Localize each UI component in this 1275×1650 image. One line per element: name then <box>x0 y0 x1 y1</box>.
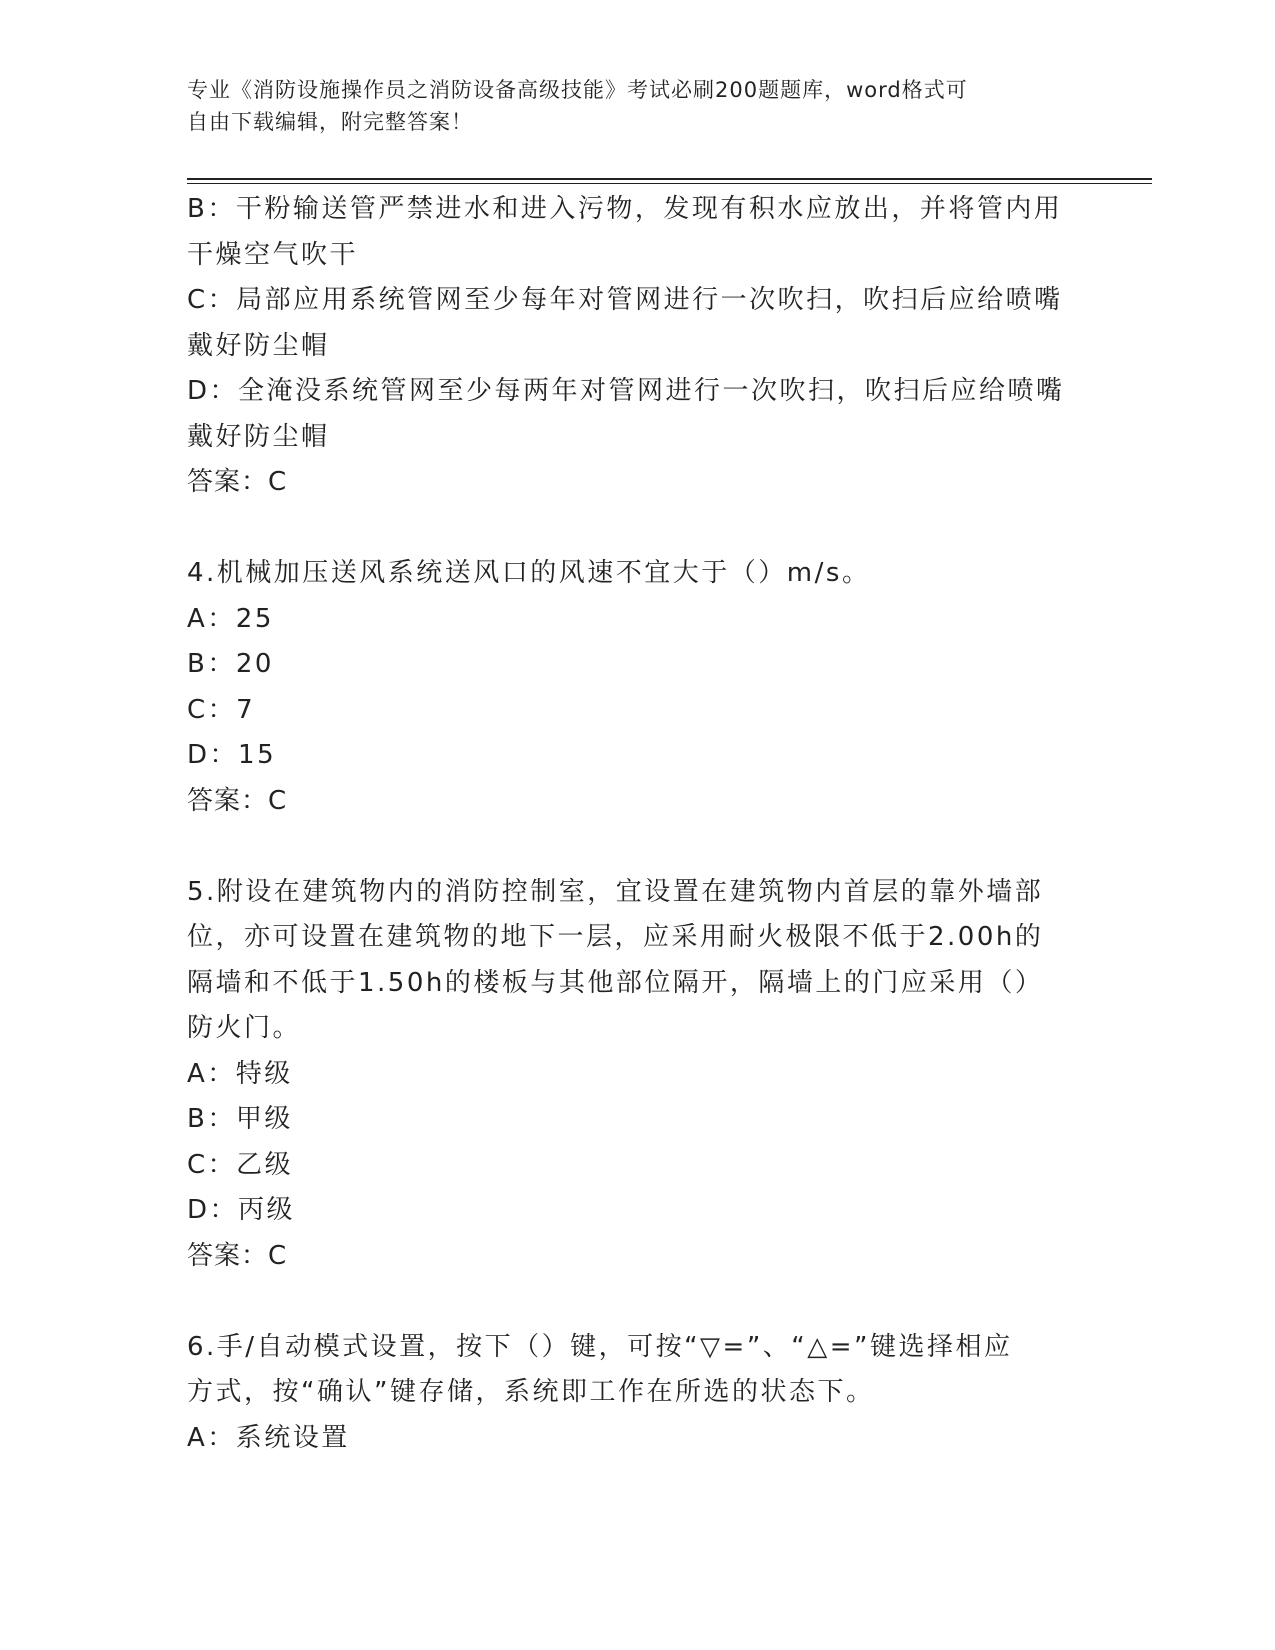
option-c: C：乙级 <box>187 1149 294 1180</box>
option-b: B：20 <box>187 649 274 679</box>
question-4 <box>187 551 1087 824</box>
answer: 答案：C <box>187 785 288 816</box>
option-c: C：7 <box>187 694 256 725</box>
option-d-line-1: D：全淹没系统管网至少每两年对管网进行一次吹扫，吹扫后应给喷嘴 <box>187 376 1065 406</box>
question-stem-line-3: 隔墙和不低于1.50h的楼板与其他部位隔开，隔墙上的门应采用（） <box>187 967 1044 998</box>
option-a: A：系统设置 <box>187 1422 350 1453</box>
header-line-2: 自由下载编辑，附完整答案！ <box>187 110 473 134</box>
header-divider-thin <box>187 183 1152 184</box>
question-stem-line-2: 方式，按“确认”键存储，系统即工作在所选的状态下。 <box>187 1377 875 1407</box>
header-title <box>187 74 1067 138</box>
question-stem-line-1: 6.手/自动模式设置，按下（）键，可按“▽=”、“△=”键选择相应 <box>187 1331 1013 1362</box>
header-line-1: 专业《消防设施操作员之消防设备高级技能》考试必刷200题题库，word格式可 <box>187 78 968 102</box>
question-stem: 4.机械加压送风系统送风口的风速不宜大于（）m/s。 <box>187 558 871 588</box>
option-d: D：丙级 <box>187 1195 296 1225</box>
option-b-line-1: B：干粉输送管严禁进水和进入污物，发现有积水应放出，并将管内用 <box>187 194 1063 224</box>
spacer <box>187 824 1087 870</box>
option-b: B：甲级 <box>187 1104 293 1134</box>
question-3-continued <box>187 187 1087 506</box>
spacer <box>187 506 1087 552</box>
answer: 答案：C <box>187 1240 288 1271</box>
option-d: D：15 <box>187 740 277 770</box>
question-list <box>187 187 1087 1461</box>
option-a: A：特级 <box>187 1058 293 1089</box>
option-c-line-2: 戴好防尘帽 <box>187 330 330 361</box>
option-c-line-1: C：局部应用系统管网至少每年对管网进行一次吹扫，吹扫后应给喷嘴 <box>187 285 1063 315</box>
question-stem-line-2: 位，亦可设置在建筑物的地下一层，应采用耐火极限不低于2.00h的 <box>187 922 1044 952</box>
question-6 <box>187 1325 1087 1462</box>
answer: 答案：C <box>187 467 288 497</box>
option-d-line-2: 戴好防尘帽 <box>187 421 330 452</box>
spacer <box>187 1279 1087 1325</box>
question-stem-line-4: 防火门。 <box>187 1013 302 1043</box>
question-stem-line-1: 5.附设在建筑物内的消防控制室，宜设置在建筑物内首层的靠外墙部 <box>187 876 1044 907</box>
option-a: A：25 <box>187 603 274 634</box>
header-divider-thick <box>187 178 1152 180</box>
question-5 <box>187 870 1087 1280</box>
option-b-line-2: 干燥空气吹干 <box>187 239 359 270</box>
